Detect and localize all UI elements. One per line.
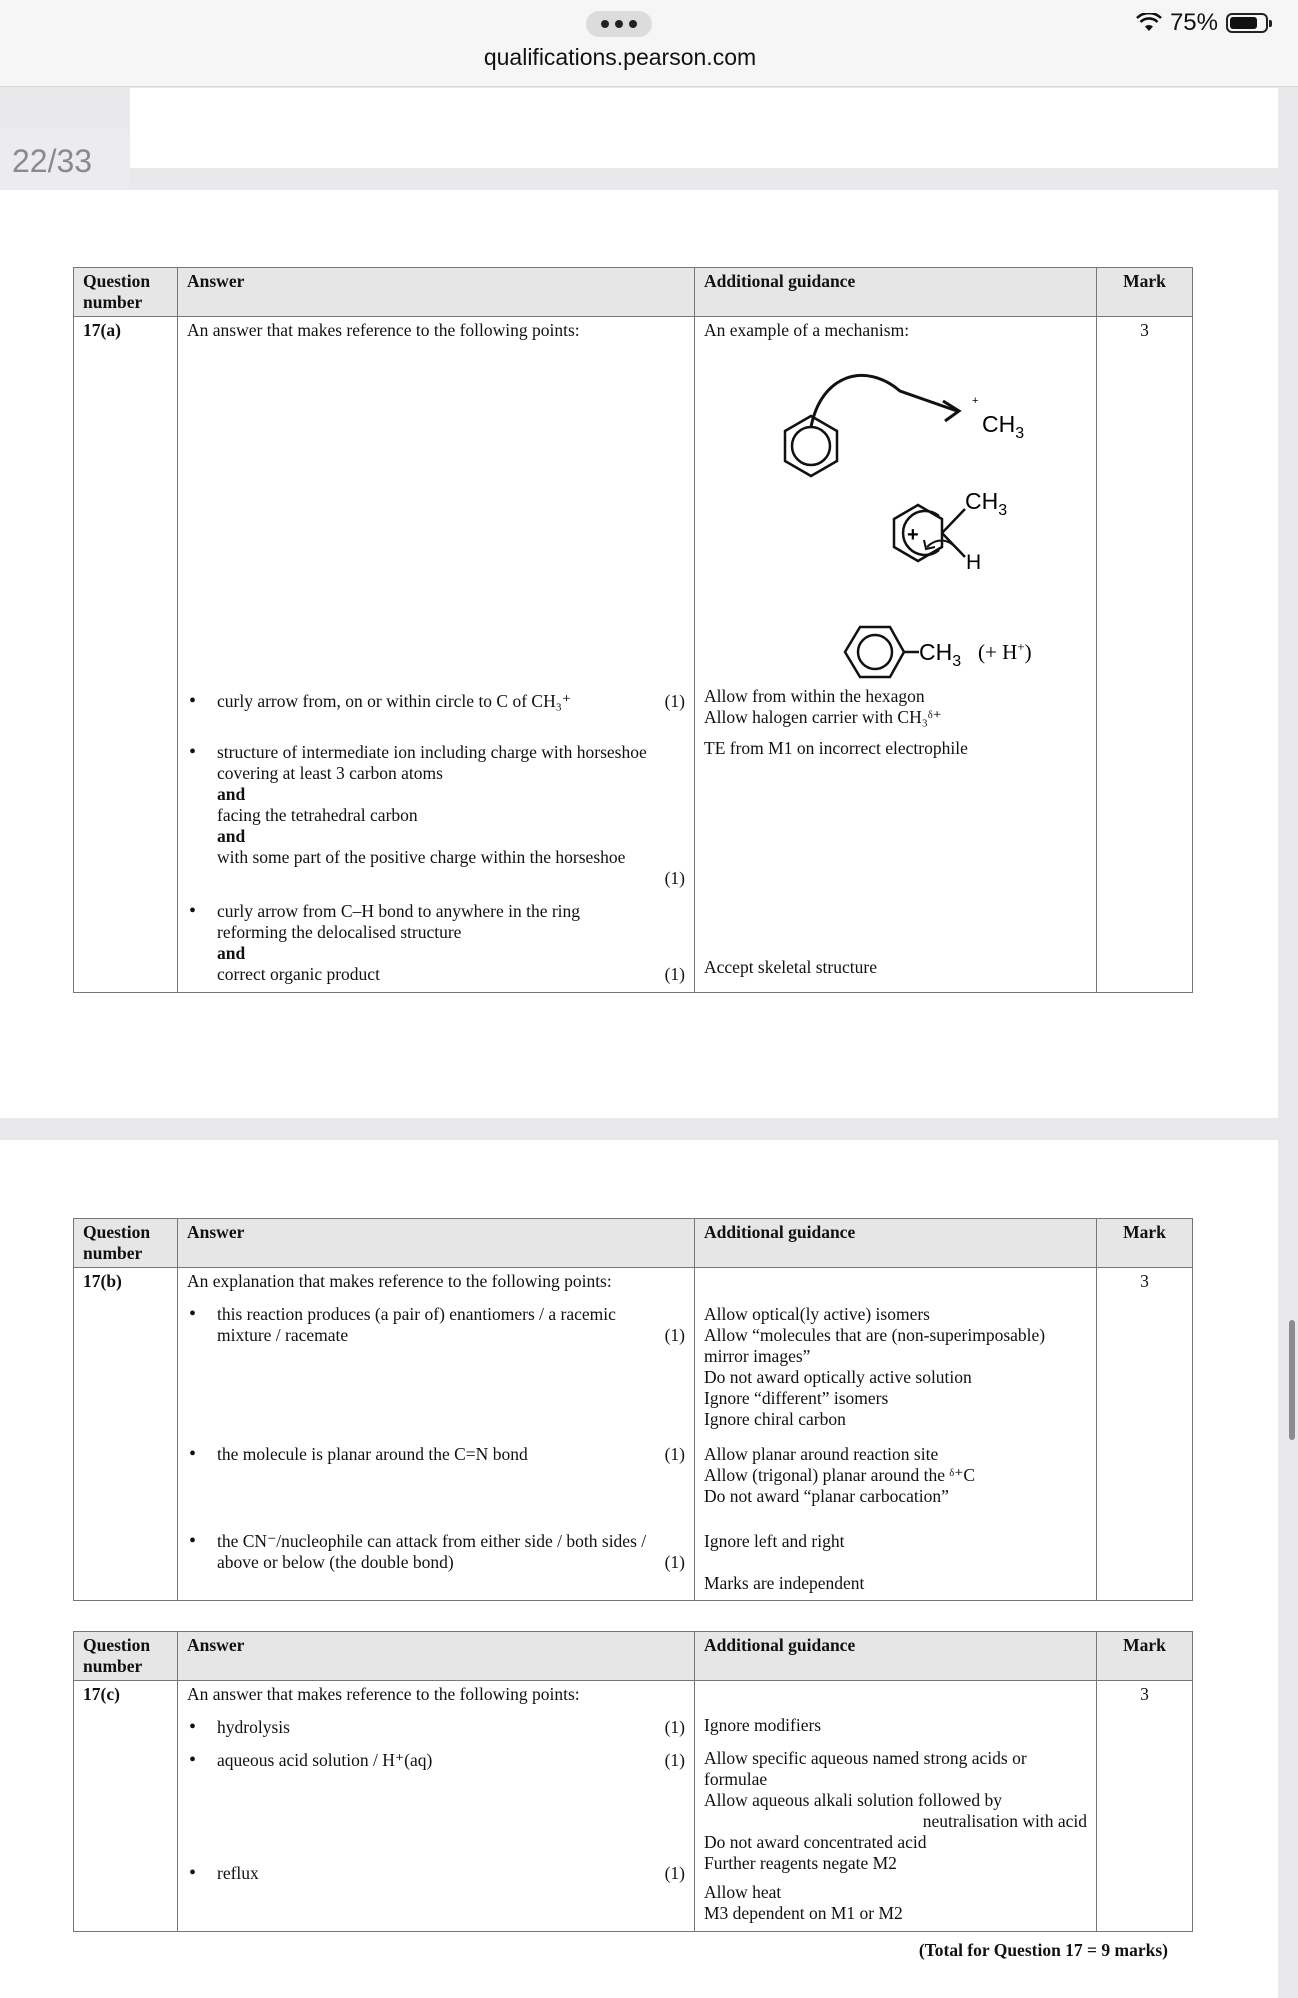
guidance-line: Ignore “different” isomers bbox=[704, 1388, 889, 1408]
mark-table-17c bbox=[73, 1631, 1193, 1932]
question-number: 17(c) bbox=[74, 1681, 178, 1932]
point-text: the CN⁻/nucleophile can attack from either side / both sides / above or below (the double bond) bbox=[217, 1531, 647, 1572]
arrow-head-icon bbox=[943, 401, 959, 421]
guidance-intro: An example of a mechanism: bbox=[704, 320, 910, 340]
header-mark: Mark bbox=[1097, 268, 1193, 317]
ch3-label-1: $CH_3$ bbox=[982, 411, 1025, 442]
guidance-line: Ignore modifiers bbox=[704, 1715, 822, 1735]
bond-line-icon bbox=[942, 509, 965, 533]
guidance-line: Accept skeletal structure bbox=[704, 957, 877, 977]
mark-cell: 3 bbox=[1097, 1268, 1193, 1601]
marking-point-2 bbox=[187, 1444, 685, 1531]
header-question-number: Question number bbox=[74, 1219, 178, 1268]
delocalised-ring-icon bbox=[858, 635, 892, 669]
header-mark: Mark bbox=[1097, 1632, 1193, 1681]
marking-point-3 bbox=[187, 1863, 685, 1884]
h-plus-label: (+ H+) bbox=[978, 639, 1032, 664]
guidance-line: Allow specific aqueous named strong acids or formulae bbox=[704, 1748, 1027, 1789]
table-row bbox=[74, 1681, 1193, 1932]
mark-cell: 3 bbox=[1097, 1681, 1193, 1932]
header-guidance: Additional guidance bbox=[695, 1219, 1097, 1268]
guidance-line: Ignore left and right bbox=[704, 1531, 845, 1551]
wifi-icon bbox=[1136, 13, 1162, 33]
header-mark: Mark bbox=[1097, 1219, 1193, 1268]
answer-cell bbox=[178, 1681, 695, 1932]
browser-top-bar bbox=[0, 0, 1298, 87]
battery-percent: 75% bbox=[1169, 9, 1218, 36]
mechanism-svg bbox=[695, 341, 1078, 686]
ch3-label-2: $CH_3$ bbox=[965, 488, 1008, 519]
table-header bbox=[74, 1219, 1193, 1268]
answer-intro: An explanation that makes reference to the following points: bbox=[187, 1271, 612, 1291]
point-text: facing the tetrahedral carbon bbox=[217, 805, 418, 825]
point-mark: (1) bbox=[664, 691, 685, 711]
point-mark: (1) bbox=[664, 868, 685, 888]
point-text: with some part of the positive charge within the horseshoe bbox=[217, 847, 626, 867]
url-bar[interactable]: qualifications.pearson.com bbox=[483, 44, 757, 70]
guidance-line: Allow (trigonal) planar around the ᵟ⁺C bbox=[704, 1465, 976, 1485]
point-mark: (1) bbox=[664, 1717, 685, 1737]
positive-charge-label: + bbox=[907, 524, 919, 546]
guidance-line: Allow heat bbox=[704, 1882, 782, 1902]
point-text: the molecule is planar around the C=N bond bbox=[217, 1444, 528, 1464]
scrollbar[interactable] bbox=[1289, 1320, 1295, 1440]
guidance-block-1 bbox=[704, 1304, 1087, 1444]
mechanism-diagram bbox=[704, 341, 1087, 686]
point-and: and bbox=[217, 943, 246, 963]
guidance-line: Allow planar around reaction site bbox=[704, 1444, 939, 1464]
guidance-cell bbox=[695, 317, 1097, 993]
guidance-cell bbox=[695, 1268, 1097, 1601]
ch3-label-3: $CH_3$ bbox=[919, 639, 962, 670]
question-number: 17(b) bbox=[74, 1268, 178, 1601]
point-text: reflux bbox=[217, 1863, 259, 1883]
curly-arrow-icon bbox=[811, 375, 957, 427]
guidance-cell bbox=[695, 1681, 1097, 1932]
guidance-line: Marks are independent bbox=[704, 1573, 865, 1593]
point-text: curly arrow from, on or within circle to C of CH₃⁺ bbox=[217, 691, 572, 711]
status-area bbox=[1136, 9, 1268, 37]
header-question-number: Question number bbox=[74, 1632, 178, 1681]
point-text: correct organic product bbox=[217, 964, 380, 984]
marking-point-2 bbox=[187, 1750, 685, 1863]
marking-point-1 bbox=[187, 1304, 685, 1444]
question-total: (Total for Question 17 = 9 marks) bbox=[918, 1940, 1168, 1960]
answer-intro: An answer that makes reference to the following points: bbox=[187, 1684, 580, 1704]
guidance-line: Do not award optically active solution bbox=[704, 1367, 972, 1387]
point-mark: (1) bbox=[664, 964, 685, 984]
point-text: aqueous acid solution / H⁺(aq) bbox=[217, 1750, 433, 1770]
point-mark: (1) bbox=[664, 1552, 685, 1572]
guidance-line: Allow aqueous alkali solution followed by bbox=[704, 1790, 1002, 1810]
battery-icon bbox=[1226, 13, 1268, 33]
point-mark: (1) bbox=[664, 1863, 685, 1883]
plus-label: + bbox=[972, 395, 979, 407]
point-text: • structure of intermediate ion including charge with horseshoe covering at least 3 carbon atoms bbox=[217, 742, 647, 783]
marking-point-2 bbox=[187, 742, 685, 889]
header-answer: Answer bbox=[178, 1219, 695, 1268]
more-options-icon[interactable] bbox=[586, 11, 652, 37]
guidance-line: Do not award concentrated acid bbox=[704, 1832, 927, 1852]
answer-cell bbox=[178, 317, 695, 993]
answer-cell bbox=[178, 1268, 695, 1601]
point-mark: (1) bbox=[664, 1750, 685, 1770]
table-row bbox=[74, 317, 1193, 993]
point-and: and bbox=[217, 826, 246, 846]
guidance-line: Allow halogen carrier with CH₃ᵟ⁺ bbox=[704, 707, 942, 727]
guidance-line: neutralisation with acid bbox=[922, 1811, 1087, 1831]
answer-intro: An answer that makes reference to the following points: bbox=[187, 320, 580, 340]
h-label: H bbox=[966, 551, 982, 574]
header-answer: Answer bbox=[178, 268, 695, 317]
guidance-line: Allow from within the hexagon bbox=[704, 686, 925, 706]
header-answer: Answer bbox=[178, 1632, 695, 1681]
header-question-number: Question number bbox=[74, 268, 178, 317]
mark-table-17b bbox=[73, 1218, 1193, 1601]
header-guidance: Additional guidance bbox=[695, 268, 1097, 317]
marking-point-3 bbox=[187, 901, 685, 985]
point-mark: (1) bbox=[664, 1325, 685, 1345]
mark-cell: 3 bbox=[1097, 317, 1193, 993]
table-header bbox=[74, 1632, 1193, 1681]
table-row bbox=[74, 1268, 1193, 1601]
point-text: • curly arrow from C–H bond to anywhere in the ring reforming the delocalised structure bbox=[217, 901, 581, 942]
page-sheet-previous bbox=[130, 88, 1278, 168]
point-text: this reaction produces (a pair of) enantiomers / a racemic mixture / racemate bbox=[217, 1304, 616, 1345]
marking-point-1 bbox=[187, 691, 685, 712]
guidance-line: Further reagents negate M2 bbox=[704, 1853, 897, 1873]
guidance-block-2 bbox=[704, 1444, 1087, 1531]
guidance-line: Do not award “planar carbocation” bbox=[704, 1486, 949, 1506]
mark-table-17a bbox=[73, 267, 1193, 993]
marking-point-3 bbox=[187, 1531, 685, 1573]
point-text: hydrolysis bbox=[217, 1717, 290, 1737]
guidance-line: M3 dependent on M1 or M2 bbox=[704, 1903, 903, 1923]
table-header bbox=[74, 268, 1193, 317]
point-and: and bbox=[217, 784, 246, 804]
guidance-line: Allow optical(ly active) isomers bbox=[704, 1304, 930, 1324]
marking-point-1 bbox=[187, 1717, 685, 1750]
question-number: 17(a) bbox=[74, 317, 178, 993]
page-indicator: 22/33 bbox=[0, 127, 130, 195]
guidance-line: Allow “molecules that are (non-superimposable) mirror images” bbox=[704, 1325, 1046, 1366]
point-mark: (1) bbox=[664, 1444, 685, 1464]
header-guidance: Additional guidance bbox=[695, 1632, 1097, 1681]
delocalised-ring-icon bbox=[792, 427, 830, 465]
guidance-line: Ignore chiral carbon bbox=[704, 1409, 846, 1429]
guidance-line: TE from M1 on incorrect electrophile bbox=[704, 738, 968, 758]
